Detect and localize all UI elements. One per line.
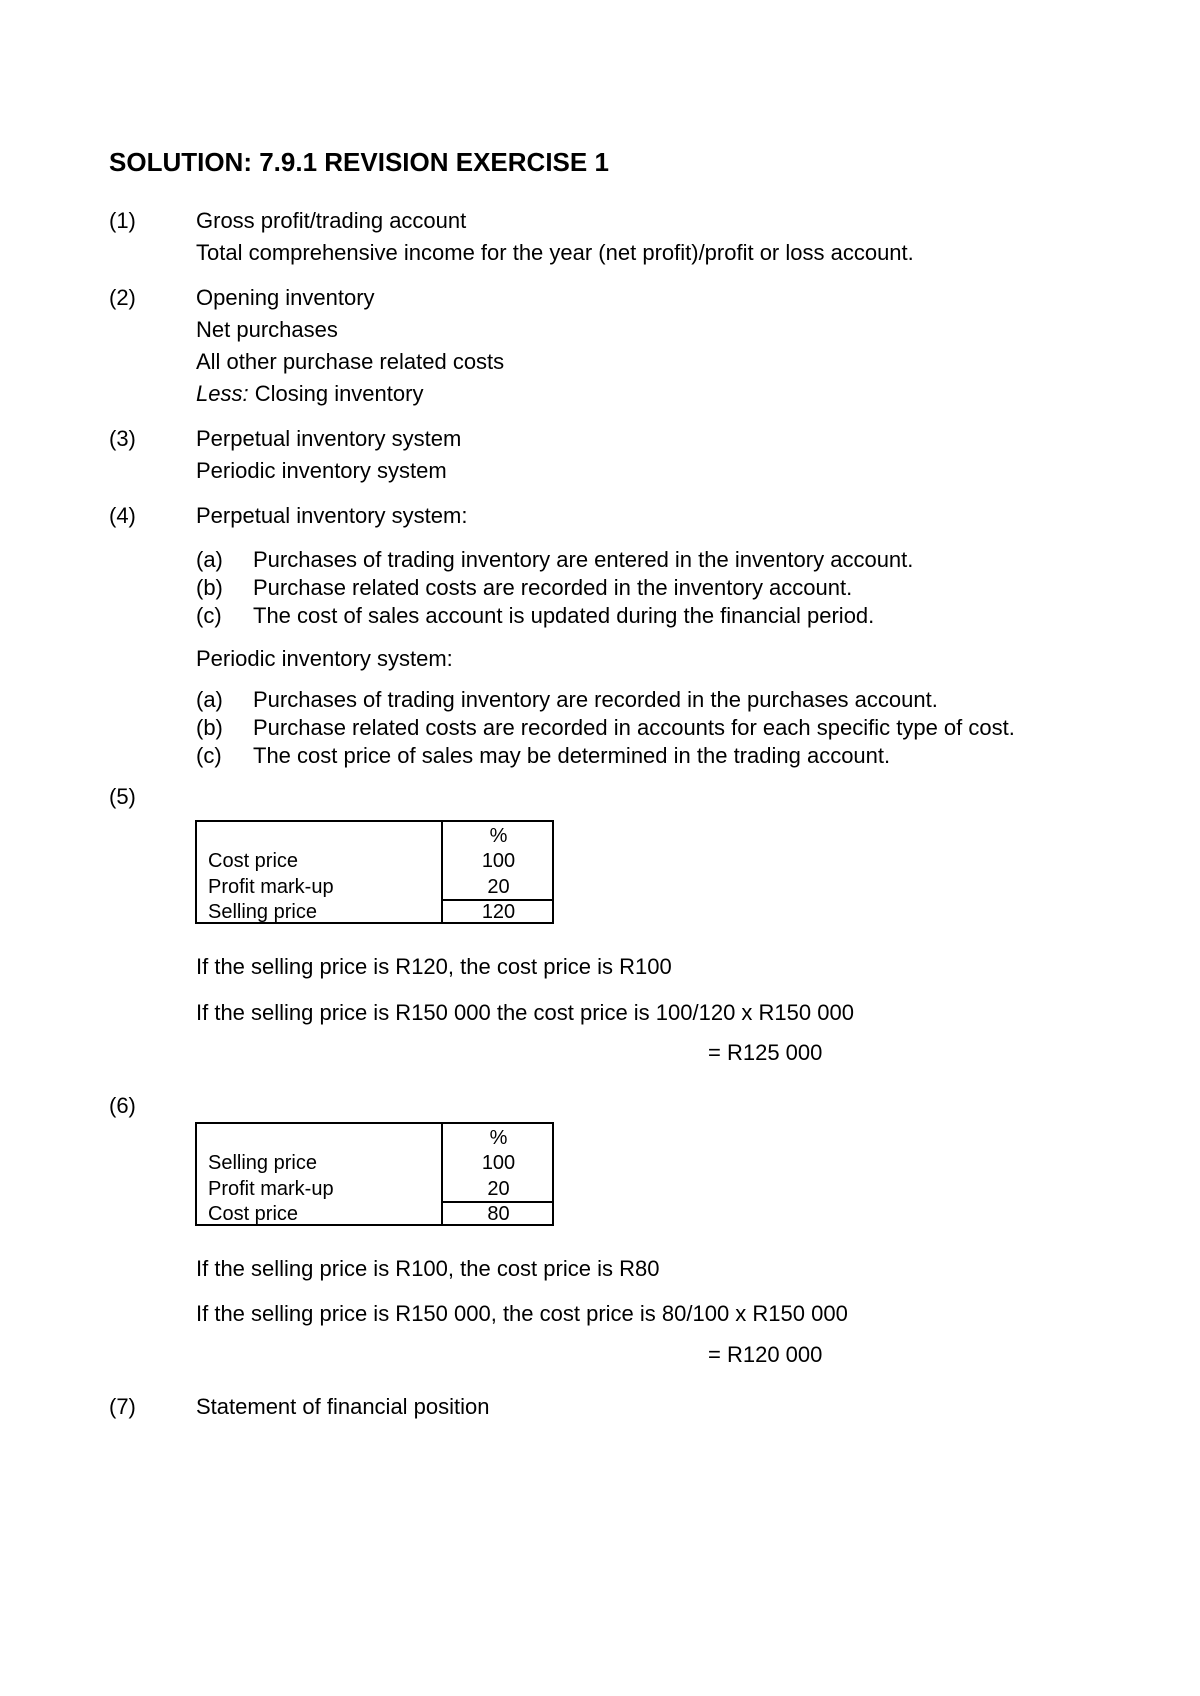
- answer-line: Periodic inventory system: [196, 458, 447, 483]
- answer-line: Perpetual inventory system: [196, 426, 462, 451]
- table-row-label: Cost price: [208, 850, 299, 872]
- table-row-label: Cost price: [208, 1203, 299, 1225]
- table-row-value: 120: [481, 901, 516, 923]
- answer-line: Statement of financial position: [196, 1394, 490, 1419]
- list-item-letter: (c): [196, 743, 222, 768]
- list-item: Purchase related costs are recorded in accounts for each specific type of cost.: [253, 715, 1015, 740]
- answer-line: Total comprehensive income for the year (net profit)/profit or loss account.: [196, 240, 914, 265]
- answer-line: If the selling price is R150 000, the cost price is 80/100 x R150 000: [196, 1301, 848, 1326]
- answer-line: If the selling price is R150 000 the cost price is 100/120 x R150 000: [196, 1000, 854, 1025]
- answer-line: If the selling price is R100, the cost price is R80: [196, 1256, 660, 1281]
- question-number: (3): [109, 426, 136, 451]
- page-title: SOLUTION: 7.9.1 REVISION EXERCISE 1: [109, 147, 609, 177]
- table-row-label: Selling price: [208, 1152, 317, 1174]
- list-item: Purchase related costs are recorded in the inventory account.: [253, 575, 853, 600]
- list-item-letter: (b): [196, 715, 223, 740]
- list-item-letter: (a): [196, 547, 223, 572]
- table-row-value: 20: [487, 876, 510, 898]
- table-row-label: Selling price: [208, 901, 317, 923]
- question-number: (2): [109, 285, 136, 310]
- markup-table: [195, 820, 554, 924]
- list-item-letter: (a): [196, 687, 223, 712]
- question-number: (7): [109, 1394, 136, 1419]
- list-item: Purchases of trading inventory are entered in the inventory account.: [253, 547, 914, 572]
- answer-line: Net purchases: [196, 317, 338, 342]
- answer-line: All other purchase related costs: [196, 349, 505, 374]
- answer-line: Opening inventory: [196, 285, 375, 310]
- table-row-label: Profit mark-up: [208, 1178, 334, 1200]
- table-header-percent: %: [489, 825, 508, 847]
- table-row-value: 100: [481, 1152, 516, 1174]
- list-item-letter: (c): [196, 603, 222, 628]
- table-row-value: 20: [487, 1178, 510, 1200]
- section-heading: Perpetual inventory system:: [196, 503, 468, 528]
- question-number: (6): [109, 1093, 136, 1118]
- table-header-percent: %: [489, 1127, 508, 1149]
- table-row-label: Profit mark-up: [208, 876, 334, 898]
- table-row-value: 100: [481, 850, 516, 872]
- markup-table: [195, 1122, 554, 1226]
- table-row-value: 80: [487, 1203, 510, 1225]
- question-number: (1): [109, 208, 136, 233]
- section-heading: Periodic inventory system:: [196, 646, 453, 671]
- less-text: Closing inventory: [248, 381, 424, 406]
- answer-result: = R125 000: [708, 1040, 823, 1065]
- less-label: Less:: [196, 381, 249, 406]
- answer-line: If the selling price is R120, the cost price is R100: [196, 954, 672, 979]
- list-item: Purchases of trading inventory are recorded in the purchases account.: [253, 687, 938, 712]
- question-number: (4): [109, 503, 136, 528]
- question-number: (5): [109, 784, 136, 809]
- answer-line: [196, 379, 423, 409]
- answer-result: = R120 000: [708, 1342, 823, 1367]
- list-item-letter: (b): [196, 575, 223, 600]
- list-item: The cost price of sales may be determined in the trading account.: [253, 743, 891, 768]
- list-item: The cost of sales account is updated during the financial period.: [253, 603, 875, 628]
- answer-line: Gross profit/trading account: [196, 208, 467, 233]
